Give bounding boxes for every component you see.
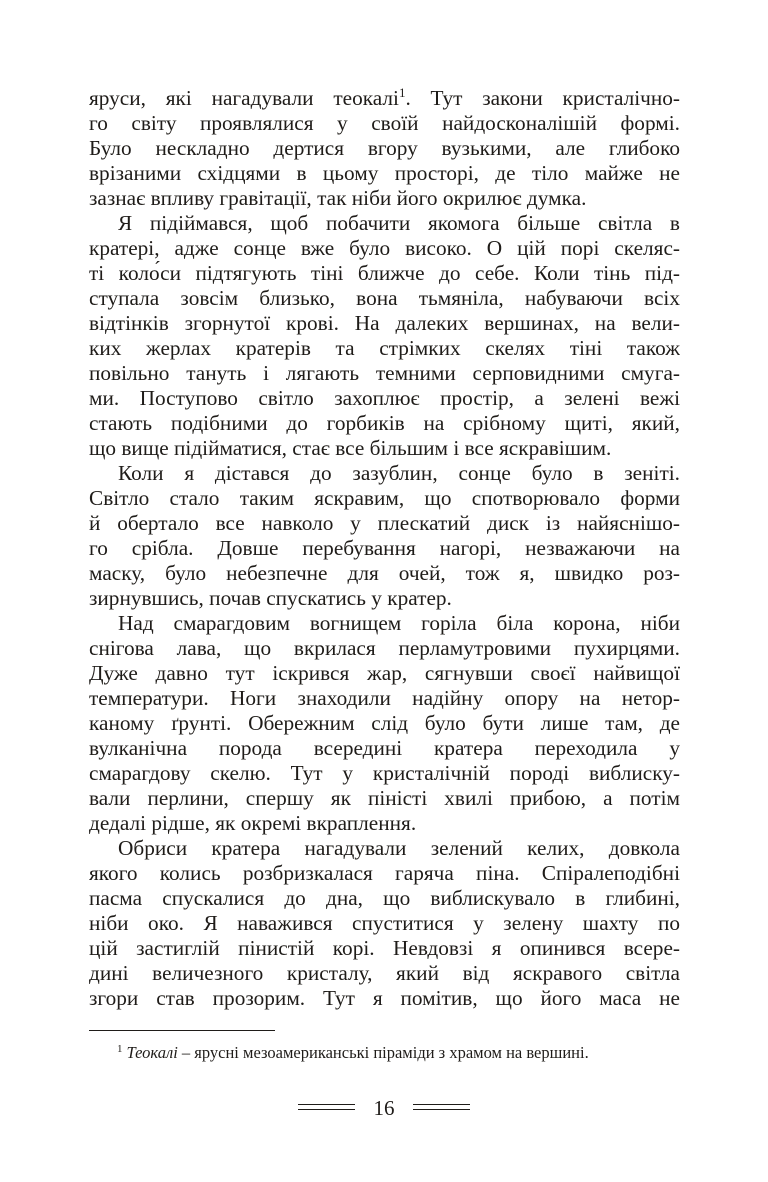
text-line: повільно тануть і лягають темними серповидними смуга- xyxy=(89,361,680,385)
text-line: відтінків згорнутої крові. На далеких вершинах, на вели- xyxy=(89,311,680,335)
paragraph-first-line: Я підіймався, щоб побачити якомога більше світла в xyxy=(118,211,680,235)
text-line: згори став прозорим. Тут я помітив, що його маса не xyxy=(89,986,680,1010)
text-line: що вище підійматися, стає все більшим і все яскравішим. xyxy=(89,436,612,460)
text-line: ких жерлах кратерів та стрімких скелях тіні також xyxy=(89,336,680,360)
footnote-term: Теокалі xyxy=(126,1043,178,1062)
text-line: го світу проявлялися у своїй найдосконалішій формі. xyxy=(89,111,680,135)
text-line: вали перлини, спершу як піністі хвилі прибою, а потім xyxy=(89,786,680,810)
text-line: температури. Ноги знаходили надійну опору на нетор- xyxy=(89,686,680,710)
text-line: ніби око. Я наважився спуститися у зелену шахту по xyxy=(89,911,680,935)
footnote-separator xyxy=(89,1030,275,1031)
paragraph-first-line: Обриси кратера нагадували зелений келих, довкола xyxy=(118,836,680,860)
text-line: каному ґрунті. Обережним слід було бути лише там, де xyxy=(89,711,680,735)
text-line: снігова лава, що вкрилася перламутровими пухирцями. xyxy=(89,636,680,660)
text-line: ступала зовсім близько, вона тьмяніла, набуваючи всіх xyxy=(89,286,680,310)
body-text xyxy=(89,86,680,1011)
page-number: 16 xyxy=(373,1096,395,1120)
text-line: кратері, адже сонце вже було високо. О цій порі скеляс- xyxy=(89,236,680,260)
footnote xyxy=(117,1042,677,1064)
text-line: ті коло́си підтягують тіні ближче до себе. Коли тінь під- xyxy=(89,261,680,285)
text-line: зазнає впливу гравітації, так ніби його окрилює думка. xyxy=(89,186,587,210)
page-footer xyxy=(0,1094,768,1122)
text-line: зирнувшись, почав спускатись у кратер. xyxy=(89,586,452,610)
page-number-ornament-right xyxy=(413,1104,470,1110)
text-line: дедалі рідше, як окремі вкраплення. xyxy=(89,811,417,835)
footnote-reference[interactable]: 1 xyxy=(398,86,406,100)
text-line: Дуже давно тут іскрився жар, сягнувши своєї найвищої xyxy=(89,661,680,685)
paragraph-first-line: Над смарагдовим вогнищем горіла біла корона, ніби xyxy=(118,611,680,635)
text-line: смарагдову скелю. Тут у кристалічній породі виблиску- xyxy=(89,761,680,785)
text-line: ми. Поступово світло захоплює простір, а зелені вежі xyxy=(89,386,680,410)
text-line: Було нескладно дертися вгору вузькими, але глибоко xyxy=(89,136,680,160)
text-line: яруси, які нагадували теокалі$^1$. Тут закони кристалічно- xyxy=(89,86,680,110)
text-line: стають подібними до горбиків на срібному щиті, який, xyxy=(89,411,680,435)
text-line: врізаними східцями в цьому просторі, де тіло майже не xyxy=(89,161,680,185)
paragraph-first-line: Коли я дістався до зазублин, сонце було в зеніті. xyxy=(118,461,680,485)
text-line: якого колись розбризкалася гаряча піна. Спіралеподібні xyxy=(89,861,680,885)
text-line: пасма спускалися до дна, що виблискувало в глибині, xyxy=(89,886,680,910)
text-line: цій застиглій пінистій корі. Невдовзі я опинився всере- xyxy=(89,936,680,960)
text-line: вулканічна порода всередині кратера переходила у xyxy=(89,736,680,760)
footnote-text: – ярусні мезоамериканські піраміди з храмом на вершині. xyxy=(177,1043,589,1062)
text-line: й обертало все навколо у плескатий диск із найяснішо- xyxy=(89,511,680,535)
page-number-ornament-left xyxy=(298,1104,355,1110)
text-line: дині величезного кристалу, який від яскравого світла xyxy=(89,961,680,985)
text-line: го срібла. Довше перебування нагорі, незважаючи на xyxy=(89,536,680,560)
footnote-marker: 1 xyxy=(117,1043,123,1055)
text-line: Світло стало таким яскравим, що спотворювало форми xyxy=(89,486,680,510)
text-line: маску, було небезпечне для очей, тож я, швидко роз- xyxy=(89,561,680,585)
